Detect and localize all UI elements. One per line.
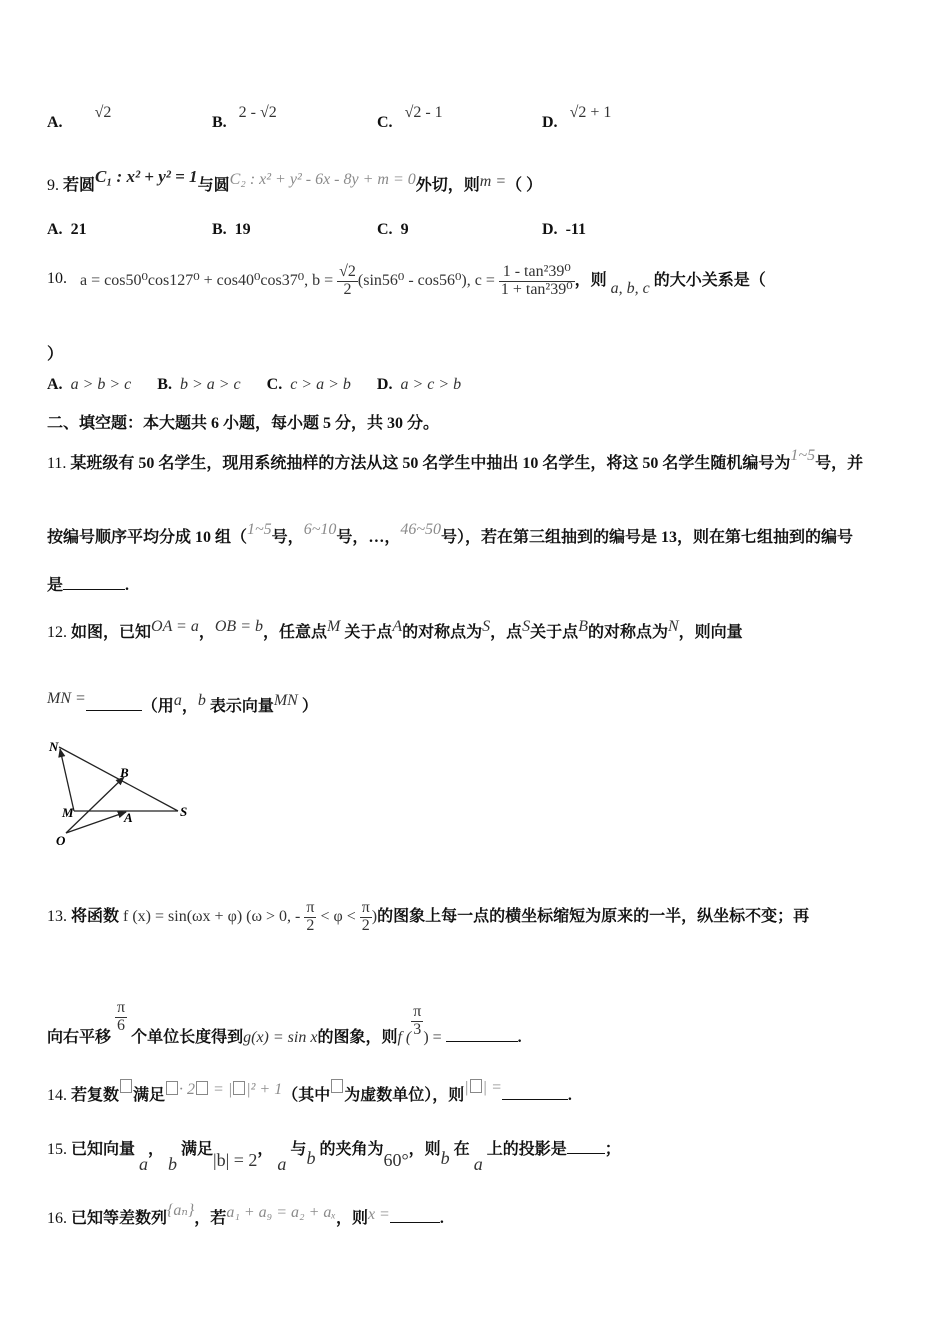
q16: 16. 已知等差数列{aₙ}，若a₁ + a₉ = a₂ + aₓ，则x = . <box>47 1202 444 1227</box>
label-o: O <box>56 833 66 848</box>
segment-ns <box>59 747 178 811</box>
q8-option-b: B. 2 - √2 <box>212 104 277 131</box>
vector-oa <box>66 812 126 833</box>
z-placeholder-icon <box>233 1081 245 1095</box>
q12-line2: MN = （用a，b 表示向量MN ） <box>47 690 318 715</box>
label-n: N <box>49 739 59 754</box>
q10-number: 10. <box>47 270 67 287</box>
vector-ob <box>66 777 124 833</box>
q8-option-d: D. √2 + 1 <box>542 104 612 131</box>
q10-formula: a = cos50⁰cos127⁰ + cos40⁰cos37⁰, b = $\frac{√2}{2}$ (sin56⁰ - cos56⁰), c = $\frac{\text{1 - tan²39⁰}}{\text{1 + tan²39⁰}}$ ，则 a, b, c 的大小关系是（ <box>80 263 766 298</box>
i-placeholder-icon <box>331 1079 343 1093</box>
section-heading-fill-in: 二、填空题：本大题共 6 小题，每小题 5 分，共 30 分。 <box>47 415 440 432</box>
q14-answer-blank[interactable] <box>502 1085 568 1100</box>
q9-option-c: C. 9 <box>377 221 409 238</box>
q13-answer-blank[interactable] <box>446 1027 518 1042</box>
q9-option-a: A. 21 <box>47 221 87 238</box>
q12-answer-blank[interactable] <box>86 696 142 711</box>
label-s: S <box>180 804 188 819</box>
q8-option-a: A. √2 <box>47 104 112 131</box>
z-placeholder-icon <box>120 1079 132 1093</box>
q11-answer-blank[interactable] <box>63 575 125 590</box>
q13-line1: 13. 将函数 f (x) = sin(ωx + φ) (ω > 0, - $\frac{\pi}{2}$ < φ < $\frac{\pi}{2}$ )的图象上每一点的横坐标缩短为原来的一半，纵坐标不变；再 <box>47 899 810 934</box>
label-m: M <box>62 805 74 820</box>
label-b: B <box>120 765 129 780</box>
z-placeholder-icon <box>166 1081 178 1095</box>
i-placeholder-icon <box>196 1081 208 1095</box>
q12-line1: 12. 如图，已知OA = a，OB = b，任意点M 关于点A的对称点为S，点S关于点B的对称点为N，则向量 <box>47 618 743 641</box>
q16-answer-blank[interactable] <box>390 1208 440 1223</box>
q11-line3: 是 . <box>47 577 130 594</box>
q11-line2: 按编号顺序平均分成 10 组（1~5号，6~10号，…，46~50号），若在第三组抽到的编号是 13，则在第七组抽到的编号 <box>47 521 854 546</box>
label-a: A <box>124 810 133 825</box>
q8-option-c: C. √2 - 1 <box>377 104 443 131</box>
q9-option-b: B. 19 <box>212 221 251 238</box>
q11-line1: 11. 某班级有 50 名学生，现用系统抽样的方法从这 50 名学生中抽出 10 名学生，将这 50 名学生随机编号为1~5号，并 <box>47 447 864 472</box>
z-placeholder-icon <box>470 1079 482 1093</box>
q9-option-d: D. -11 <box>542 221 587 238</box>
q10-close-paren: ） <box>47 346 64 363</box>
question-9: 9. 若圆C₁ : x² + y² = 1与圆C₂ : x² + y² - 6x - 8y + m = 0外切，则m =（ ） <box>47 167 543 194</box>
q9-number: 9. <box>47 177 59 194</box>
q15: 15. 已知向量 a， b 满足|b| = 2， a 与b 的夹角为60°，则b 在 a 上的投影是 ； <box>47 1141 621 1174</box>
vector-mn <box>60 749 74 811</box>
q12-vector-figure <box>40 735 200 850</box>
q15-answer-blank[interactable] <box>567 1139 605 1154</box>
q10-options: A. a > b > c B. b > a > c C. c > a > b D. a > c > b <box>47 376 462 393</box>
q14: 14. 若复数 满足 · 2 = | |² + 1（其中 为虚数单位），则| | = . <box>47 1079 572 1104</box>
q13-line2: 向右平移 $\frac{\pi}{6}$ 个单位长度得到g(x) = sin x的图象，则f ( $\frac{\pi}{3}$ ) = . <box>47 999 522 1046</box>
